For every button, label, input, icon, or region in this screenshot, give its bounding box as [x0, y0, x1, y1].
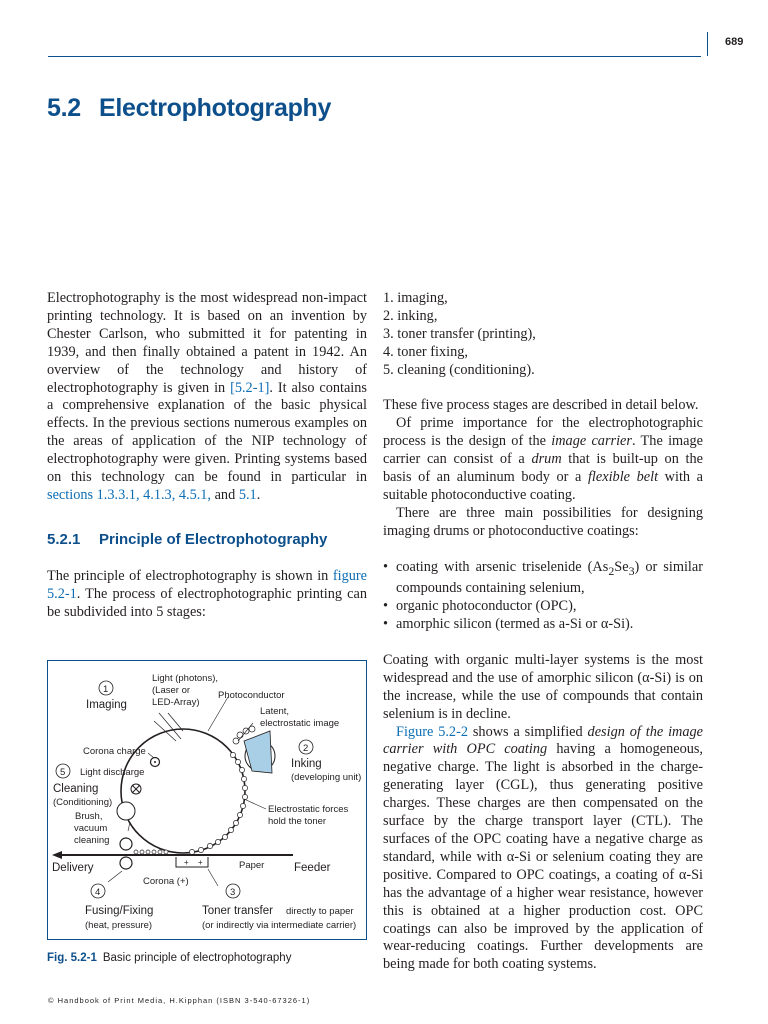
label-feeder: Feeder [294, 862, 331, 874]
carrier-italic-2: drum [531, 451, 562, 468]
stage-num-1: 1 [103, 684, 109, 695]
label-paper: Paper [239, 860, 265, 871]
label-toner-transfer: Toner transfer [202, 905, 273, 917]
electrophotography-diagram [48, 661, 366, 939]
opc-paragraph [383, 724, 703, 975]
ref-5-1[interactable]: 5.1 [238, 486, 257, 503]
ref-figure-5-2-1[interactable]: figure 5.2-1 [47, 568, 367, 602]
stage-num-5: 5 [60, 767, 66, 778]
stage-item: 2. inking, [383, 307, 438, 324]
fuser-roller-top [120, 838, 132, 850]
label-directly: directly to paper [286, 906, 354, 917]
page-number: 689 [725, 36, 744, 48]
ref-sections[interactable]: sections 1.3.3.1, 4.1.3, 4.5.1, [47, 486, 212, 503]
ref-5-2-1[interactable]: [5.2-1] [230, 379, 270, 396]
label-imaging: Imaging [86, 699, 127, 711]
label-photoconductor: Photoconductor [218, 690, 285, 701]
possibilities-paragraph: There are three main possibilities for designing imaging drums or photoconductive coatings: [383, 504, 703, 539]
label-developing: (developing unit) [291, 772, 362, 783]
figure-caption-label: Fig. 5.2-1 [47, 952, 97, 964]
stage-item: 1. imaging, [383, 290, 448, 306]
coating-text-1: coating with arsenic triselenide (As [396, 558, 609, 575]
right-column [383, 290, 703, 974]
transfer-corona [176, 857, 208, 867]
label-forces-2: hold the toner [268, 816, 327, 827]
toner-on-paper [134, 850, 168, 854]
coating-text-3: ) or similar compounds containing selenium, [396, 558, 703, 597]
stage-num-4: 4 [95, 887, 101, 898]
intro-text-4: . [256, 486, 261, 503]
label-light-discharge: Light discharge [80, 767, 145, 778]
carrier-italic-1: image carrier [551, 433, 632, 450]
section-number: 5.2 [47, 94, 81, 122]
label-cleaning: Cleaning [53, 783, 99, 795]
coating-item: • amorphic silicon (termed as a-Si or α-Si). [383, 616, 703, 634]
subscript-3: 3 [628, 563, 635, 578]
carrier-text-1: Of prime importance for the electrophotographic process is the design of the [383, 415, 703, 450]
label-corona-plus: Corona (+) [143, 876, 189, 887]
label-light: Light (photons), [152, 673, 219, 684]
footer-copyright: © Handbook of Print Media, H.Kipphan (ISBN 3-540-67326-1) [48, 996, 311, 1005]
carrier-text-4: with a suitable photoconductive coating. [383, 469, 704, 503]
section-title-text: Electrophotography [99, 94, 332, 122]
figure-5-2-1 [47, 660, 367, 940]
label-indirectly: (or indirectly via intermediate carrier) [202, 920, 357, 931]
ref-figure-5-2-2[interactable]: Figure 5.2-2 [396, 723, 468, 740]
subsection-title: Principle of Electrophotography [99, 531, 328, 548]
label-cleaning-2: cleaning [74, 835, 110, 846]
multilayer-paragraph: Coating with organic multi-layer systems is the most widespread and the use of amorphic silicon (α-Si) is on the increase, while the use of compounds that contain selenium is in decline. [383, 651, 703, 722]
carrier-text-3: that is built-up on the basis of an aluminum body or a [383, 451, 703, 486]
section-title [47, 94, 331, 123]
opc-text-2: having a homogeneous, negative charge. The light is absorbed in the charge-generating layer (CGL), thus generating positive charges. These charges are then compensated on the surface by the charge transport layer (CTL). The surfaces of the OPC coating have a negative charge as standard, while with α-Si or selenium coating they are positive. Compared to OPC coatings, a coating of α-Si has the advantage of a higher wear resistance, however this is obtained at a higher production cost. OPC coatings can also be improved by the application of wear-reducing coatings. Further developments are being made for both coating systems. [383, 741, 704, 973]
principle-text-1: The principle of electrophotography is shown in [47, 568, 333, 584]
svg-text:+: + [198, 858, 203, 867]
figure-caption-text: Basic principle of electrophotography [102, 952, 292, 964]
intro-paragraph [47, 290, 367, 505]
stage-num-3: 3 [230, 887, 236, 898]
label-led: LED-Array) [152, 697, 200, 708]
figure-caption [47, 952, 291, 964]
image-carrier-paragraph [383, 415, 703, 505]
stage-item: 5. cleaning (conditioning). [383, 361, 535, 378]
intro-text-2: . It also contains a comprehensive explanation of the basic physical effects. In the previous sections numerous examples on the areas of application of the NIP technology of electrophotography were given. Printing systems based on this technology can be found in particular in [47, 379, 367, 486]
header-rule [48, 56, 701, 57]
carrier-italic-3: flexible belt [587, 469, 659, 486]
subscript-2: 2 [608, 563, 615, 578]
opc-text-1: shows a simplified [467, 723, 588, 740]
label-inking: Inking [291, 758, 322, 770]
coating-text-2: Se [614, 558, 629, 575]
delivery-arrow [52, 851, 62, 859]
coating-item: • organic photoconductor (OPC), [383, 598, 703, 616]
header-rule-vertical [707, 32, 708, 56]
carrier-text-2: . The image carrier can consist of a [383, 433, 703, 468]
label-corona-charge: Corona charge [83, 746, 146, 757]
principle-text-2: . The process of electrophotographic printing can be subdivided into 5 stages: [47, 585, 367, 620]
label-brush: Brush, [75, 811, 103, 822]
intro-text-1: Electrophotography is the most widespread non-impact printing technology. It is based on an invention by Chester Carlson, who submitted it for patenting in 1939, and then finally obtained a patent in 1942. An overview of the technology and history of electrophotography is given in [47, 290, 367, 396]
subsection-heading [47, 531, 327, 548]
stages-paragraph: These five process stages are described in detail below. [383, 397, 699, 414]
label-conditioning: (Conditioning) [53, 797, 113, 808]
label-delivery: Delivery [52, 862, 94, 874]
svg-text:+: + [184, 858, 189, 867]
stage-list [383, 290, 703, 380]
label-fusing: Fusing/Fixing [85, 905, 154, 917]
label-latent-1: Latent, [260, 706, 290, 717]
intro-text-3: and [211, 486, 239, 503]
opc-italic: design of the image carrier with OPC coating [383, 723, 704, 758]
fuser-roller-bottom [120, 857, 132, 869]
coating-item [383, 559, 703, 599]
stage-num-2: 2 [303, 743, 309, 754]
label-heat: (heat, pressure) [85, 920, 153, 931]
label-forces-1: Electrostatic forces [268, 804, 349, 815]
label-vacuum: vacuum [74, 823, 108, 834]
label-latent-2: electrostatic image [260, 718, 340, 729]
stage-item: 3. toner transfer (printing), [383, 325, 536, 342]
cleaning-brush [117, 802, 135, 820]
subsection-number: 5.2.1 [47, 531, 81, 548]
stage-item: 4. toner fixing, [383, 343, 468, 360]
principle-paragraph [47, 568, 367, 622]
coating-list [383, 559, 703, 634]
label-laser: (Laser or [152, 685, 191, 696]
